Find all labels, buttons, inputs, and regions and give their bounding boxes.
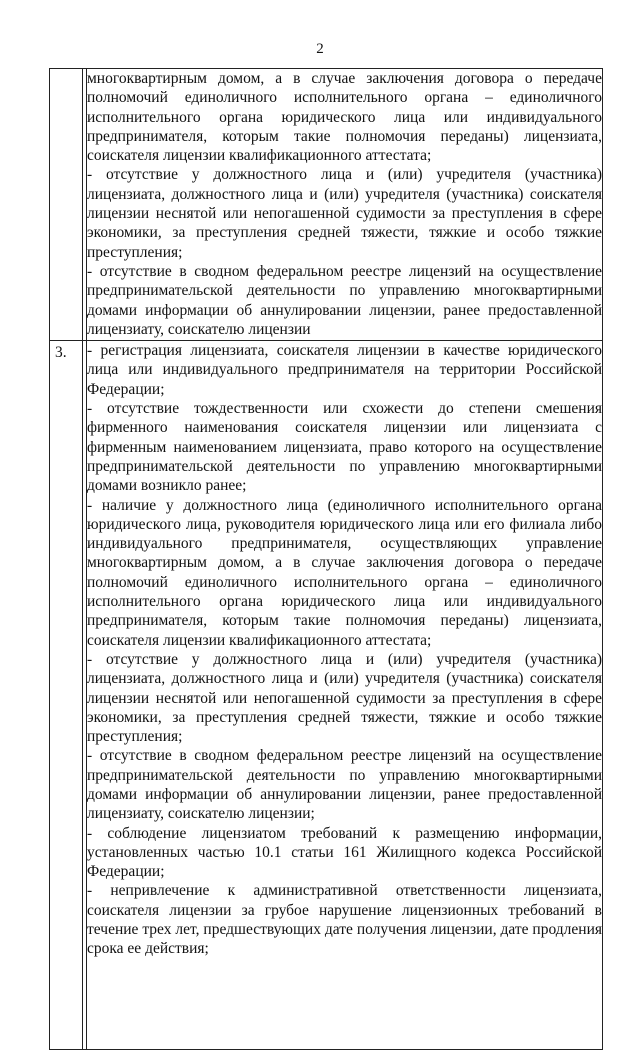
row-text-cell (87, 341, 603, 1050)
row-number (50, 69, 82, 71)
table-row (50, 341, 603, 1050)
paragraph: - отсутствие тождественности или схожести до степени смешения фирменного наименования соискателя лицензии или лицензиата с фирменным наименованием лицензиата, право которого на осуществление предпринимательской деятельности по управлению многоквартирными домами возникло ранее; (87, 400, 602, 495)
requirements-table (49, 68, 603, 1050)
paragraph: - отсутствие у должностного лица и (или) учредителя (участника) лицензиата, должностного лица и (или) учредителя (участника) соискателя лицензии неснятой или непогашенной судимости за преступления в сфере экономики, за преступления средней тяжести, тяжкие и особо тяжкие преступления; (87, 650, 602, 746)
row-text-cell (87, 69, 603, 341)
page-number: 2 (316, 41, 324, 57)
row-number-cell (50, 69, 83, 341)
paragraph: - регистрация лицензиата, соискателя лицензии в качестве юридического лица или индивидуального предпринимателя на территории Российской Федерации; (87, 342, 602, 398)
paragraph: - отсутствие в сводном федеральном реестре лицензий на осуществление предпринимательской деятельности по управлению многоквартирными домами информации об аннулировании лицензии, ранее предоставленной лицензиату, соискателю лицензии (87, 262, 602, 338)
table-row (50, 69, 603, 341)
row-number: 3. (55, 344, 67, 362)
paragraph: - непривлечение к административной ответственности лицензиата, соискателя лицензии за грубое нарушение лицензионных требований в течение трех лет, предшествующих дате получения лицензии, дате продления срока ее действия; (87, 882, 602, 958)
row-number-cell (50, 341, 83, 1050)
paragraph: - отсутствие в сводном федеральном реестре лицензий на осуществление предпринимательской деятельности по управлению многоквартирными домами информации об аннулировании лицензии, ранее предоставленной лицензиату, соискателю лицензии; (87, 747, 602, 823)
paragraph: многоквартирным домом, а в случае заключения договора о передаче полномочий единоличного исполнительного органа – единоличного исполнительного органа юридического лица или индивидуального предпринимателя, которым такие полномочия переданы) лицензиата, соискателя лицензии квалификационного аттестата; (87, 70, 602, 165)
paragraph: - соблюдение лицензиатом требований к размещению информации, установленных частью 10.1 статьи 161 Жилищного кодекса Российской Федерации; (87, 824, 602, 881)
paragraph: - отсутствие у должностного лица и (или) учредителя (участника) лицензиата, должностного лица и (или) учредителя (участника) соискателя лицензии неснятой или непогашенной судимости за преступления в сфере экономики, за преступления средней тяжести, тяжкие и особо тяжкие преступления; (87, 166, 602, 261)
paragraph: - наличие у должностного лица (единоличного исполнительного органа юридического лица, руководителя юридического лица или его филиала либо индивидуального предпринимателя, осуществляющих управление многоквартирным домом, а в случае заключения договора о передаче полномочий единоличного исполнительного органа – единоличного исполнительного органа юридического лица или индивидуального предпринимателя, которым такие полномочия переданы) лицензиата, соискателя лицензии квалификационного аттестата; (87, 496, 602, 649)
